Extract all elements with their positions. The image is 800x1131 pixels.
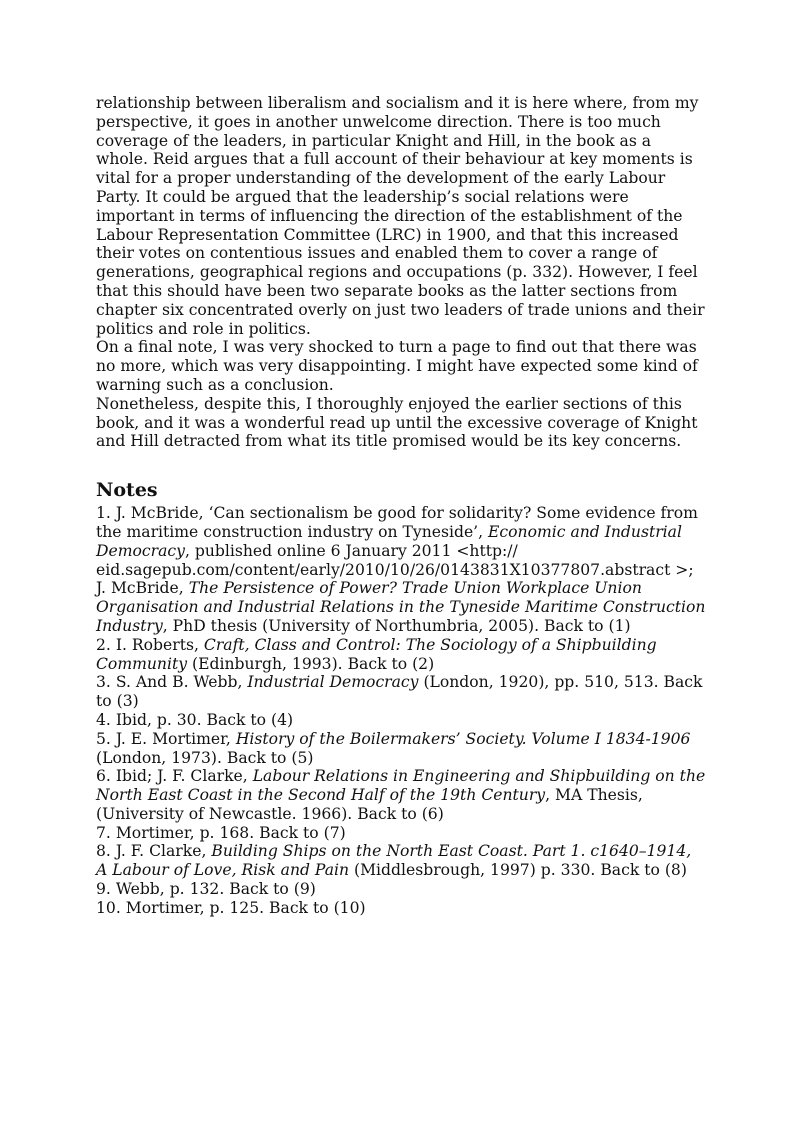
note-text: 10. Mortimer, p. 125. Back to (10) — [96, 898, 366, 917]
note-9 — [96, 880, 706, 899]
note-title: Building Ships on the North East Coast. Part 1. c1640–1914, A Labour of Love, Risk and Pain — [96, 842, 692, 880]
note-text: (Edinburgh, 1993). Back to (2) — [187, 654, 435, 673]
note-text: 7. Mortimer, p. 168. Back to (7) — [96, 823, 346, 842]
note-4 — [96, 711, 706, 730]
note-5 — [96, 730, 706, 768]
note-text: 4. Ibid, p. 30. Back to (4) — [96, 710, 294, 729]
body-paragraph-3: Nonetheless, despite this, I thoroughly enjoyed the earlier sections of this book, and it was a wonderful read up until the excessive coverage of Knight and Hill detracted from what its title promised would be its key concerns. — [96, 394, 698, 451]
note-text: 1. J. McBride, ‘Can sectionalism be good for solidarity? Some evidence from the maritime construction industry on Tyneside’, — [96, 504, 698, 541]
note-text: (London, 1920), pp. 510, 513. Back to (3) — [96, 673, 703, 711]
note-3 — [96, 673, 706, 711]
note-8 — [96, 842, 706, 880]
note-text: (London, 1973). Back to (5) — [96, 748, 314, 767]
note-text: 8. J. F. Clarke, — [96, 842, 212, 861]
note-10 — [96, 899, 706, 918]
notes-list — [96, 504, 706, 918]
note-text: 6. Ibid; J. F. Clarke, — [96, 767, 253, 786]
note-text: , published online 6 January 2011 <http:// eid.sagepub.com/content/early/2010/10/26/0143831X10377807.abstract >; J. McBride, — [96, 541, 694, 598]
note-text: 2. I. Roberts, — [96, 635, 204, 654]
note-text: , PhD thesis (University of Northumbria, 2005). Back to (1) — [162, 616, 631, 635]
document-page — [96, 94, 706, 918]
note-title: Craft, Class and Control: The Sociology of a Shipbuilding Community — [96, 635, 657, 673]
note-title: Labour Relations in Engineering and Shipbuilding on the North East Coast in the Second Half of the 19th Century — [96, 767, 706, 805]
note-text: (Middlesbrough, 1997) p. 330. Back to (8) — [349, 861, 687, 880]
note-2 — [96, 636, 706, 674]
note-title: History of the Boilermakers’ Society. Volume I 1834-1906 — [235, 729, 691, 748]
note-1 — [96, 504, 706, 636]
note-text: , MA Thesis, (University of Newcastle. 1966). Back to (6) — [96, 786, 643, 823]
note-text: 3. S. And B. Webb, — [96, 673, 248, 692]
body-paragraph-1: relationship between liberalism and socialism and it is here where, from my perspective, it goes in another unwelcome direction. There is too much coverage of the leaders, in particular Knight and Hill, in the book as a whole. Reid argues that a full account of their behaviour at key moments is vital for a proper understanding of the development of the early Labour Party. It could be argued that the leadership’s social relations were important in terms of influencing the direction of the establishment of the Labour Representation Committee (LRC) in 1900, and that this increased their votes on contentious issues and enabled them to cover a range of generations, geographical regions and occupations (p. 332). However, I feel that this should have been two separate books as the latter sections from chapter six concentrated overly on just two leaders of trade unions and their politics and role in politics. — [96, 94, 705, 338]
note-text: 9. Webb, p. 132. Back to (9) — [96, 880, 316, 899]
notes-heading: Notes — [96, 479, 158, 502]
note-text: 5. J. E. Mortimer, — [96, 729, 236, 748]
note-7 — [96, 824, 706, 843]
note-title: Industrial Democracy — [247, 673, 419, 692]
note-title: The Persistence of Power? Trade Union Workplace Union Organisation and Industrial Relations in the Tyneside Maritime Construction Industry — [96, 579, 706, 635]
note-6 — [96, 767, 706, 823]
body-paragraph-2: On a final note, I was very shocked to turn a page to find out that there was no more, which was very disappointing. I might have expected some kind of warning such as a conclusion. — [96, 338, 698, 394]
note-title: Economic and Industrial Democracy — [96, 522, 682, 560]
